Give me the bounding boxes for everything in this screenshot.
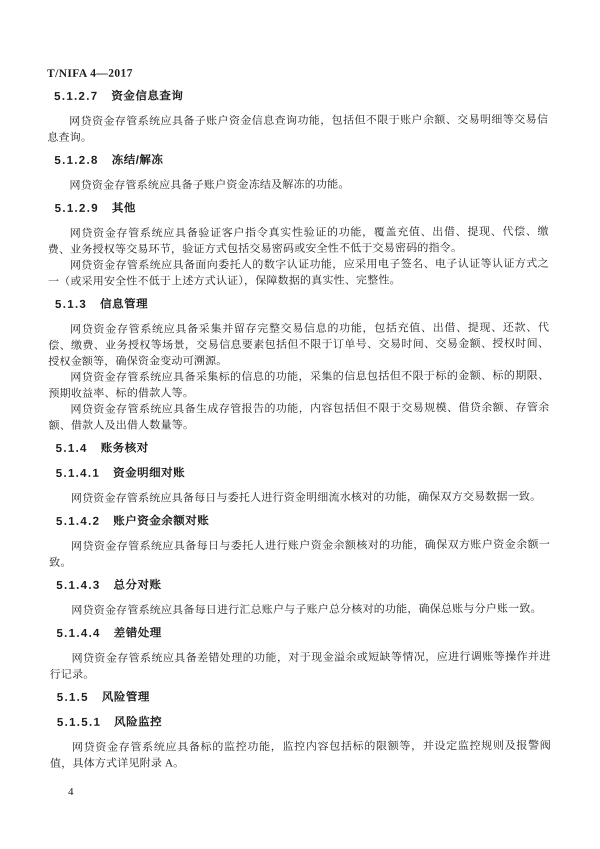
section-5-1-4-1 (49, 464, 550, 507)
page-number: 4 (68, 786, 74, 798)
section-5-1-5 (50, 688, 551, 706)
section-title: 风险监控 (114, 716, 163, 729)
section-title: 风险管理 (101, 691, 150, 704)
section-heading (56, 464, 550, 482)
section-heading (56, 576, 550, 594)
paragraph: 网贷资金存管系统应具备验证客户指令真实性验证的功能，覆盖充值、出借、提现、代偿、缴费、业务授权等交易环节，验证方式包括交易密码或安全性不低于交易密码的指令。 (47, 225, 549, 256)
section-title: 资金信息查询 (111, 90, 184, 103)
section-heading (56, 512, 550, 530)
section-number: 5.1.4.3 (56, 579, 101, 592)
paragraph: 网贷资金存管系统应具备子账户资金信息查询功能，包括但不限于账户余额、交易明细等交易信息查询。 (47, 113, 549, 144)
section-heading (54, 87, 548, 105)
section-heading (57, 713, 551, 731)
paragraph: 网贷资金存管系统应具备生成存管报告的功能，内容包括但不限于交易规模、借贷余额、存管余额、借款人及出借人数量等。 (48, 401, 550, 432)
section-heading (56, 624, 550, 642)
section-title: 账务核对 (100, 442, 149, 455)
section-heading (56, 439, 550, 457)
section-title: 账户资金余额对账 (113, 515, 210, 528)
section-5-1-4 (49, 439, 550, 457)
section-number: 5.1.4.1 (55, 467, 101, 480)
section-title: 信息管理 (100, 298, 149, 311)
section-heading (57, 688, 551, 706)
section-heading (55, 295, 549, 313)
page-content (47, 65, 551, 772)
section-heading (54, 151, 548, 169)
section-5-1-2-8 (47, 151, 548, 194)
paragraph: 网贷资金存管系统应具备每日与委托人进行账户资金余额核对的功能，确保双方账户资金余额一致。 (49, 538, 551, 569)
paragraph: 网贷资金存管系统应具备标的监控功能，监控内容包括标的限额等，并设定监控规则及报警阀值，具体方式详见附录 A。 (50, 739, 551, 770)
standard-number-header: T/NIFA 4—2017 (47, 67, 133, 80)
section-number: 5.1.5 (56, 691, 89, 704)
section-title: 差错处理 (113, 627, 162, 640)
section-5-1-3 (48, 295, 550, 434)
paragraph: 网贷资金存管系统应具备子账户资金冻结及解冻的功能。 (69, 178, 350, 192)
section-5-1-2-9 (48, 199, 549, 290)
section-number: 5.1.2.7 (54, 90, 99, 103)
section-number: 5.1.3 (55, 298, 88, 311)
section-title: 其他 (111, 202, 136, 215)
section-number: 5.1.2.8 (54, 154, 99, 167)
section-5-1-2-7 (47, 87, 548, 146)
section-number: 5.1.5.1 (56, 716, 102, 729)
section-5-1-4-3 (49, 576, 550, 619)
section-5-1-5-1 (50, 713, 551, 772)
section-number: 5.1.4 (55, 442, 88, 455)
section-title: 冻结/解冻 (111, 154, 164, 167)
paragraph: 网贷资金存管系统应具备采集标的信息的功能，采集的信息包括但不限于标的金额、标的期限、预期收益率、标的借款人等。 (48, 369, 550, 400)
paragraph: 网贷资金存管系统应具备每日与委托人进行资金明细流水核对的功能，确保双方交易数据一致。 (70, 490, 542, 505)
section-heading (55, 199, 549, 217)
section-number: 5.1.4.2 (55, 515, 101, 528)
section-number: 5.1.2.9 (54, 202, 99, 215)
paragraph: 网贷资金存管系统应具备每日进行汇总账户与子账户总分核对的功能，确保总账与分户账一致。 (71, 602, 542, 617)
section-title: 资金明细对账 (113, 467, 186, 480)
paragraph: 网贷资金存管系统应具备面向委托人的数字认证功能，应采用电子签名、电子认证等认证方式之一（或采用安全性不低于上述方式认证），保障数据的真实性、完整性。 (47, 257, 549, 288)
section-5-1-4-2 (49, 512, 550, 571)
section-number: 5.1.4.4 (56, 627, 101, 640)
paragraph: 网贷资金存管系统应具备采集并留存完整交易信息的功能，包括充值、出借、提现、还款、代偿、缴费、业务授权等场景，交易信息要素包括但不限于订单号、交易时间、交易金额、授权时间、授权金额等，确保资金变动可溯源。 (48, 321, 550, 368)
section-title: 总分对账 (113, 579, 162, 592)
section-5-1-4-4 (49, 624, 550, 683)
paragraph: 网贷资金存管系统应具备差错处理的功能，对于现金溢余或短缺等情况，应进行调账等操作并进行记录。 (49, 650, 551, 681)
